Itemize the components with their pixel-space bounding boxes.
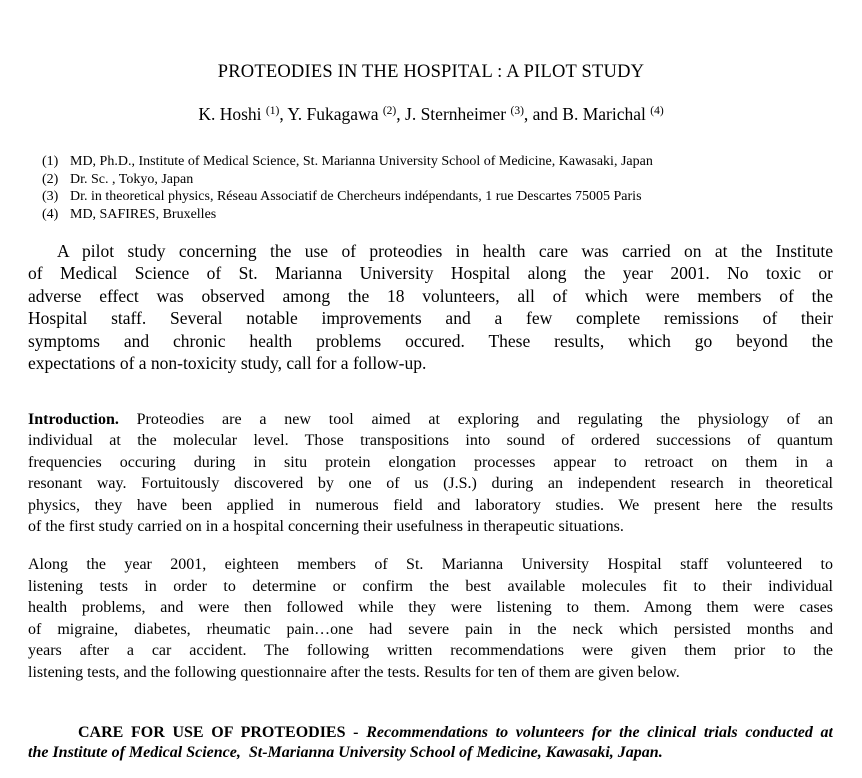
text-line: physics, they have been applied in numerous field and laboratory studies. We present here the results — [28, 496, 833, 514]
author-name: , J. Sternheimer — [396, 104, 511, 124]
affiliation-text: MD, SAFIRES, Bruxelles — [70, 206, 217, 222]
affiliations-list — [42, 153, 834, 223]
abstract-paragraph — [28, 240, 833, 374]
affiliation-number: (3) — [42, 189, 59, 205]
text-line: of the first study carried on in a hospital concerning their usefulness in therapeutic situations. — [28, 517, 624, 535]
affiliation-text: Dr. Sc. , Tokyo, Japan — [70, 171, 194, 187]
text-line: symptoms and chronic health problems occured. These results, which go beyond the — [28, 330, 833, 351]
affiliation-number: (1) — [42, 154, 59, 169]
author-superscript: (1) — [265, 105, 280, 117]
text-line: listening tests in order to determine or confirm the best available molecules fit to their individual — [28, 577, 833, 595]
text-line: Introduction. Proteodies are a new tool aimed at exploring and regulating the physiology of an — [28, 411, 833, 428]
affiliation-item — [42, 171, 834, 189]
author-name: , Y. Fukagawa — [279, 104, 383, 124]
author-superscript: (3) — [510, 105, 524, 117]
affiliation-number: (2) — [42, 171, 59, 187]
affiliation-item — [42, 188, 834, 206]
affiliation-item — [42, 206, 834, 224]
text-line: listening tests, and the following questionnaire after the tests. Results for ten of them are given below. — [28, 663, 680, 681]
text-line: the Institute of Medical Science, St-Marianna University School of Medicine, Kawasaki, Japan. — [28, 743, 663, 761]
text-line: individual at the molecular level. Those transpositions into sound of ordered successions of quantum — [28, 432, 833, 450]
text-line: of migraine, diabetes, rheumatic pain…one had severe pain in the neck which persisted months and — [28, 620, 833, 638]
care-recommendations-paragraph — [28, 723, 833, 762]
affiliation-item — [42, 153, 834, 171]
text-line: health problems, and were then followed while they were listening to them. Among them were cases — [28, 599, 833, 616]
author-superscript: (2) — [382, 105, 397, 117]
author-superscript: (4) — [650, 105, 664, 117]
text-line: Along the year 2001, eighteen members of St. Marianna University Hospital staff volunteered to — [28, 556, 833, 573]
paragraph-lead-text: CARE FOR USE OF PROTEODIES - — [78, 724, 367, 741]
text-line: Hospital staff. Several notable improvements and a few complete remissions of their — [28, 308, 833, 329]
author-name: K. Hoshi — [198, 104, 266, 124]
text-line: of Medical Science of St. Marianna University Hospital along the year 2001. No toxic or — [28, 263, 833, 284]
text-line: years after a car accident. The following written recommendations were given them prior to the — [28, 642, 833, 659]
text-line: expectations of a non-toxicity study, call for a follow-up. — [28, 352, 427, 373]
text-line: A pilot study concerning the use of proteodies in health care was carried on at the Institute — [57, 241, 833, 261]
affiliation-text: MD, Ph.D., Institute of Medical Science, St. Marianna University School of Medicine, Kawasaki, Japan — [70, 154, 653, 169]
affiliation-number: (4) — [42, 206, 59, 222]
study-description-paragraph — [28, 554, 833, 683]
authors-line — [28, 102, 834, 129]
paragraph-lead-text: Introduction. — [28, 411, 137, 428]
text-line: adverse effect was observed among the 18 volunteers, all of which were members of the — [28, 285, 833, 306]
text-line: frequencies occuring during in situ protein elongation processes appear to retroact on them in a — [28, 453, 833, 471]
text-line: resonant way. Fortuitously discovered by one of us (J.S.) during an independent research in theoretical — [28, 475, 833, 493]
introduction-paragraph — [28, 409, 833, 537]
author-name: , and B. Marichal — [523, 104, 651, 124]
text-line: CARE FOR USE OF PROTEODIES - Recommendations to volunteers for the clinical trials conducted at — [78, 724, 833, 741]
affiliation-text: Dr. in theoretical physics, Réseau Associatif de Chercheurs indépendants, 1 rue Descartes 75005 Paris — [70, 189, 642, 205]
page-title: PROTEODIES IN THE HOSPITAL : A PILOT STUDY — [217, 62, 645, 82]
